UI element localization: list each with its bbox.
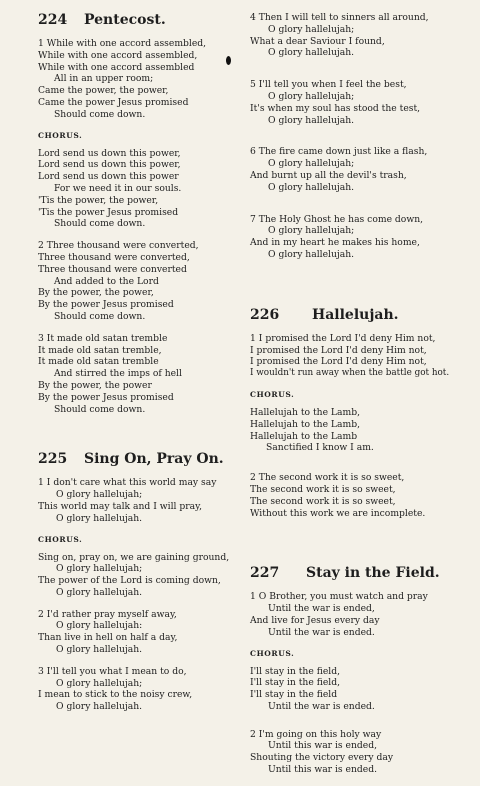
verse-line: 1 I promised the Lord I'd deny Him not, [250,332,436,344]
verse-line: 'Tis the power Jesus promised [38,206,179,218]
stanza-1 [38,477,234,524]
verse-line: O glory hallelujah; [268,23,355,35]
verse-line: O glory hallelujah. [268,248,355,260]
verse-line: 'Tis the power, the power, [38,194,159,206]
verse-line: Shouting the victory every day [250,752,394,764]
verse-line: By the power, the power, [38,287,154,299]
verse-line: Without this work we are incomplete. [250,507,426,519]
stanza-3 [38,333,234,416]
verse-line: 6 The fire came down just like a flash, [250,146,428,158]
verse-line: What a dear Saviour I found, [250,35,385,47]
verse-line: Hallelujah to the Lamb, [250,406,361,418]
verse-line: 2 I'm going on this holy way [250,728,382,740]
verse-line: Until the war is ended. [268,626,375,638]
verse-line: O glory hallelujah. [268,47,355,59]
verse-line: The second work it is so sweet, [250,483,396,495]
verse-line: While with one accord assembled, [38,49,198,61]
verse-line: This world may talk and I will pray, [38,500,203,512]
right-column [250,12,460,786]
verse-line: By the power Jesus promised [38,391,174,403]
verse-line: While with one accord assembled [38,61,195,73]
hymn-header [250,565,460,581]
stanza-2 [250,472,460,519]
chorus-label: CHORUS. [250,389,295,399]
verse-line: O glory hallelujah; [268,158,355,170]
verse-line: I wouldn't run away when the battle got hot. [250,368,450,379]
hymn-title: Hallelujah. [312,306,399,323]
verse-line: Lord send us down this power, [38,147,181,159]
verse-line: 2 The second work it is so sweet, [250,472,405,484]
verse-line: O glory hallelujah; [56,677,143,689]
stanza-1 [38,38,234,121]
verse-line: I promised the Lord I'd deny Him not, [250,344,427,356]
verse-line: By the power, the power [38,379,152,391]
verse-line: 3 It made old satan tremble [38,332,168,344]
verse-line: Came the power, the power, [38,85,169,97]
hymn-header [38,12,234,28]
chorus-label: CHORUS. [250,648,295,658]
verse-line: By the power Jesus promised [38,299,174,311]
verse-line: The power of the Lord is coming down, [38,575,221,587]
verse-line: Until this war is ended. [268,764,378,776]
verse-line: Should come down. [54,403,146,415]
verse-line: Until this war is ended, [268,740,378,752]
verse-line: And burnt up all the devil's trash, [250,169,407,181]
hymn-header [250,307,460,323]
hymn-number: 226 [250,306,280,323]
verse-line: 1 O Brother, you must watch and pray [250,591,428,603]
verse-line: 5 I'll tell you when I feel the best, [250,79,407,91]
hymn-number: 227 [250,565,280,582]
verse-line: The second work it is so sweet, [250,495,396,507]
stanza-7 [250,214,460,261]
stanza-2 [38,240,234,323]
verse-line: 3 I'll tell you what I mean to do, [38,665,187,677]
verse-line: Three thousand were converted, [38,251,190,263]
verse-line: For we need it in our souls. [54,182,182,194]
verse-line: It's when my soul has stood the test, [250,102,421,114]
verse-line: O glory hallelujah. [56,701,143,713]
verse-line: 2 I'd rather pray myself away, [38,608,177,620]
verse-line: Until the war is ended. [268,700,375,712]
verse-line: O glory hallelujah; [268,225,355,237]
verse-line: It made old satan tremble, [38,344,162,356]
verse-line: I promised the Lord I'd deny Him not, [250,356,427,368]
verse-line: Until the war is ended, [268,603,375,615]
hymn-225 [38,451,234,713]
verse-line: It made old satan tremble [38,356,159,368]
verse-line: Three thousand were converted [38,263,187,275]
chorus-label: CHORUS. [38,534,83,544]
verse-line: I'll stay in the field, [250,677,340,689]
hymn-224 [38,12,234,415]
stanza-6 [250,146,460,193]
stanza-1 [250,591,460,638]
chorus-label: CHORUS. [38,130,83,140]
hymn-number: 225 [38,451,68,468]
verse-line: Should come down. [54,310,146,322]
stanza-3 [38,666,234,713]
verse-line: O glory hallelujah. [56,512,143,524]
verse-line: 7 The Holy Ghost he has come down, [250,213,424,225]
hymn-header [38,451,234,467]
verse-line: Lord send us down this power, [38,159,181,171]
chorus [250,666,460,713]
verse-line: All in an upper room; [54,73,154,85]
verse-line: O glory hallelujah; [56,563,143,575]
verse-line: O glory hallelujah. [56,644,143,656]
stanza-5 [250,79,460,126]
chorus [38,148,234,231]
verse-line: And in my heart he makes his home, [250,237,420,249]
hymn-number: 224 [38,12,68,28]
verse-line: And live for Jesus every day [250,614,380,626]
verse-line: 4 Then I will tell to sinners all around, [250,12,429,23]
verse-line: O glory hallelujah. [268,114,355,126]
stanza-2 [250,729,460,776]
verse-line: And stirred the imps of hell [54,368,182,380]
verse-line: Hallelujah to the Lamb [250,430,358,442]
verse-line: Came the power Jesus promised [38,96,189,108]
verse-line: O glory hallelujah. [268,181,355,193]
verse-line: Sing on, pray on, we are gaining ground, [38,551,230,563]
verse-line: Than live in hell on half a day, [38,632,178,644]
stanza-1 [250,333,460,380]
verse-line: Should come down. [54,218,146,230]
hymn-226 [250,307,460,520]
verse-line: Lord send us down this power [38,171,179,183]
verse-line: Hallelujah to the Lamb, [250,418,361,430]
left-column [38,12,234,723]
verse-line: I'll stay in the field, [250,665,340,677]
hymn-227 [250,565,460,776]
hymn-title: Pentecost. [84,12,166,28]
verse-line: I'll stay in the field [250,689,338,701]
hymn-title: Stay in the Field. [306,565,440,582]
hymn-title: Sing On, Pray On. [84,451,224,468]
verse-line: Sanctified I know I am. [266,442,374,454]
chorus [250,407,460,454]
verse-line: 1 While with one accord assembled, [38,38,207,49]
chorus [38,552,234,599]
hymn-224-continued [250,12,460,261]
verse-line: 1 I don't care what this world may say [38,477,217,489]
stanza-4 [250,12,460,59]
verse-line: O glory hallelujah: [56,620,143,632]
verse-line: I mean to stick to the noisy crew, [38,689,193,701]
stanza-2 [38,609,234,656]
verse-line: 2 Three thousand were converted, [38,240,199,252]
verse-line: O glory hallelujah; [268,90,355,102]
verse-line: Should come down. [54,108,146,120]
verse-line: O glory hallelujah. [56,586,143,598]
verse-line: And added to the Lord [54,275,159,287]
verse-line: O glory hallelujah; [56,489,143,501]
